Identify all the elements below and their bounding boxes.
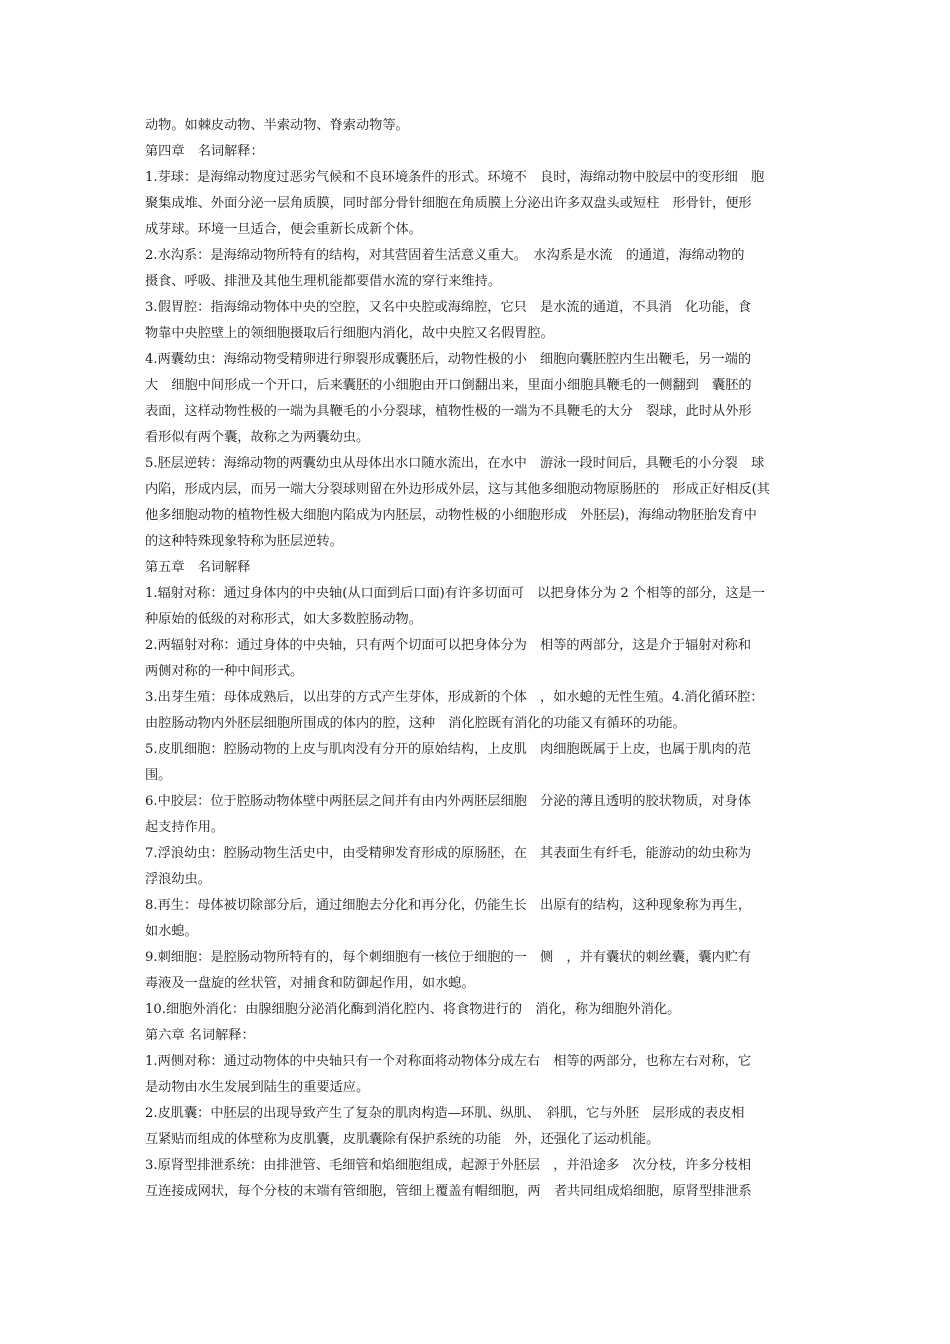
text-line: 互紧贴而组成的体壁称为皮肌囊，皮肌囊除有保护系统的功能 外，还强化了运动机能。 — [145, 1132, 660, 1147]
text-line: 第五章 名词解释 — [145, 560, 251, 575]
text-line: 动物。如棘皮动物、半索动物、脊索动物等。 — [145, 118, 409, 133]
text-line: 2.皮肌囊：中胚层的出现导致产生了复杂的肌肉构造—环肌、纵肌、 斜肌，它与外胚 层形成的表皮相 — [145, 1106, 745, 1121]
text-line: 第六章 名词解释： — [145, 1028, 255, 1043]
text-line: 浮浪幼虫。 — [145, 872, 211, 887]
text-line: 1.两侧对称：通过动物体的中央轴只有一个对称面将动物体分成左右 相等的两部分，也称左右对称，它 — [145, 1054, 752, 1069]
text-line: 1.辐射对称：通过身体内的中央轴(从口面到后口面)有许多切面可 以把身体分为 2 个相等的部分，这是一 — [145, 586, 765, 601]
text-line: 成芽球。环境一旦适合，便会重新长成新个体。 — [145, 222, 422, 237]
text-line: 7.浮浪幼虫：腔肠动物生活史中，由受精卵发育形成的原肠胚，在 其表面生有纤毛，能游动的幼虫称为 — [145, 846, 752, 861]
text-line: 围。 — [145, 768, 172, 783]
text-line: 2.两辐射对称：通过身体的中央轴，只有两个切面可以把身体分为 相等的两部分，这是介于辐射对称和 — [145, 638, 752, 653]
text-line: 毒液及一盘旋的丝状管，对捕食和防御起作用，如水螅。 — [145, 976, 475, 991]
text-line: 6.中胶层：位于腔肠动物体壁中两胚层之间并有由内外两胚层细胞 分泌的薄且透明的胶状物质，对身体 — [145, 794, 752, 809]
text-line: 由腔肠动物内外胚层细胞所围成的体内的腔，这种 消化腔既有消化的功能又有循环的功能。 — [145, 716, 686, 731]
text-line: 2.水沟系：是海绵动物所特有的结构，对其营固着生活意义重大。 水沟系是水流 的通道，海绵动物的 — [145, 248, 745, 263]
text-line: 内陷，形成内层，而另一端大分裂球则留在外边形成外层，这与其他多细胞动物原肠胚的 形成正好相反(其 — [145, 482, 770, 497]
text-line: 5.胚层逆转：海绵动物的两囊幼虫从母体出水口随水流出，在水中 游泳一段时间后，具鞭毛的小分裂 球 — [145, 456, 765, 471]
text-line: 9.刺细胞：是腔肠动物所特有的，每个刺细胞有一核位于细胞的一 侧 ，并有囊状的刺丝囊，囊内贮有 — [145, 950, 752, 965]
text-line: 如水螅。 — [145, 924, 198, 939]
text-line: 摄食、呼吸、排泄及其他生理机能都要借水流的穿行来维持。 — [145, 274, 502, 289]
text-line: 3.原肾型排泄系统：由排泄管、毛细管和焰细胞组成，起源于外胚层 ，并沿途多 次分枝，许多分枝相 — [145, 1158, 752, 1173]
text-line: 5.皮肌细胞：腔肠动物的上皮与肌肉没有分开的原始结构，上皮肌 肉细胞既属于上皮，也属于肌肉的范 — [145, 742, 752, 757]
text-line: 他多细胞动物的植物性极大细胞内陷成为内胚层，动物性极的小细胞形成 外胚层)，海绵动物胚胎发育中 — [145, 508, 757, 523]
document-page — [145, 113, 809, 1205]
text-line: 第四章 名词解释： — [145, 144, 264, 159]
text-line: 起支持作用。 — [145, 820, 225, 835]
text-line: 是动物由水生发展到陆生的重要适应。 — [145, 1080, 370, 1095]
text-line: 表面，这样动物性极的一端为具鞭毛的小分裂球，植物性极的一端为不具鞭毛的大分 裂球，此时从外形 — [145, 404, 752, 419]
text-line: 种原始的低级的对称形式，如大多数腔肠动物。 — [145, 612, 422, 627]
text-line: 10.细胞外消化：由腺细胞分泌消化酶到消化腔内、将食物进行的 消化，称为细胞外消化。 — [145, 1002, 681, 1017]
text-line: 互连接成网状，每个分枝的末端有管细胞，管细上覆盖有帽细胞，两 者共同组成焰细胞，原肾型排泄系 — [145, 1184, 752, 1199]
text-line: 两侧对称的一种中间形式。 — [145, 664, 304, 679]
text-line: 3.出芽生殖：母体成熟后，以出芽的方式产生芽体，形成新的个体 ，如水螅的无性生殖。4.消化循环腔： — [145, 690, 764, 705]
text-line: 物靠中央腔壁上的领细胞摄取后行细胞内消化，故中央腔又名假胃腔。 — [145, 326, 554, 341]
text-line: 的这种特殊现象特称为胚层逆转。 — [145, 534, 343, 549]
text-line: 4.两囊幼虫：海绵动物受精卵进行卵裂形成囊胚后，动物性极的小 细胞向囊胚腔内生出鞭毛，另一端的 — [145, 352, 752, 367]
text-line: 大 细胞中间形成一个开口，后来囊胚的小细胞由开口倒翻出来，里面小细胞具鞭毛的一侧翻到 囊胚的 — [145, 378, 752, 393]
text-line: 3.假胃腔：指海绵动物体中央的空腔，又名中央腔或海绵腔，它只 是水流的通道，不具消 化功能，食 — [145, 300, 752, 315]
text-line: 8.再生：母体被切除部分后，通过细胞去分化和再分化，仍能生长 出原有的结构，这种现象称为再生， — [145, 898, 752, 913]
text-line: 1.芽球：是海绵动物度过恶劣气候和不良环境条件的形式。环境不 良时，海绵动物中胶层中的变形细 胞 — [145, 170, 765, 185]
text-line: 看形似有两个囊，故称之为两囊幼虫。 — [145, 430, 370, 445]
text-line: 聚集成堆、外面分泌一层角质膜，同时部分骨针细胞在角质膜上分泌出许多双盘头或短柱 形骨针，便形 — [145, 196, 752, 211]
